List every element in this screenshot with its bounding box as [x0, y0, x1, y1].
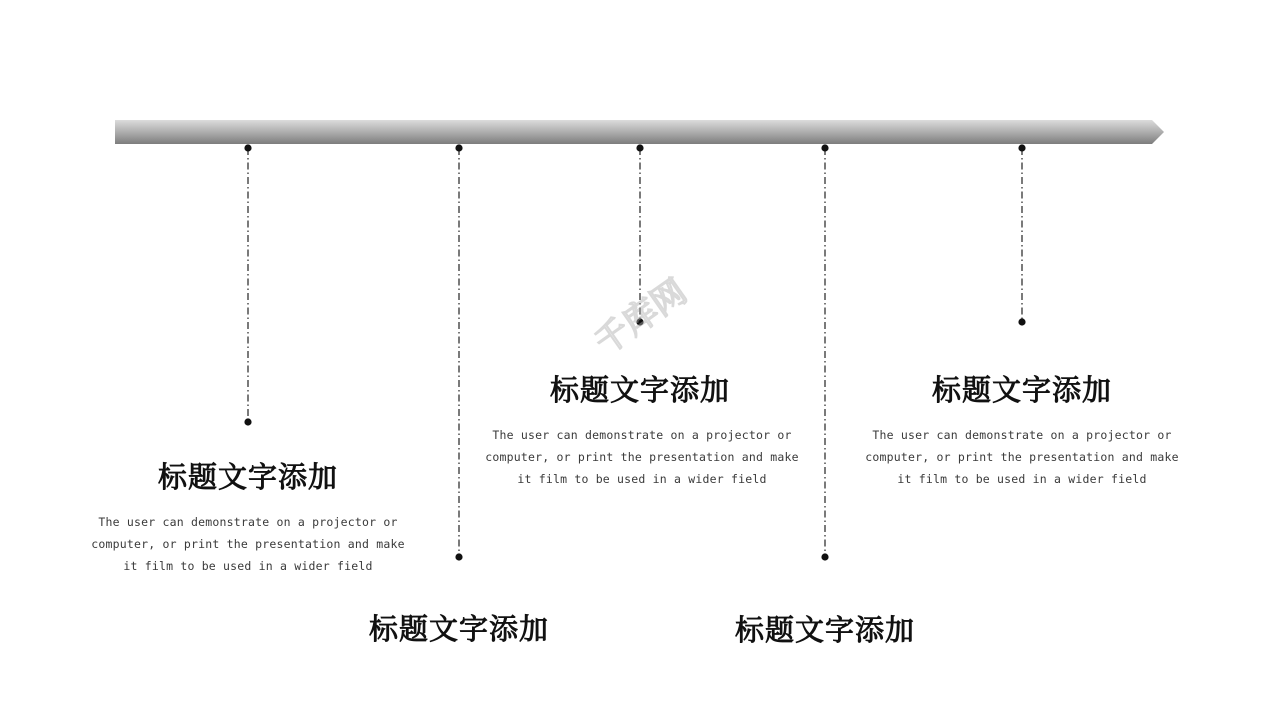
item-5-title: 标题文字添加 [931, 373, 1113, 407]
item-1-title: 标题文字添加 [157, 460, 339, 494]
item-1-description: The user can demonstrate on a projector or computer, or print the presentation and make it film to be used in a wider field [91, 515, 405, 573]
item-3-title: 标题文字添加 [549, 373, 731, 407]
item-2-title: 标题文字添加 [368, 612, 550, 646]
item-3-description: The user can demonstrate on a projector or computer, or print the presentation and make it film to be used in a wider field [485, 428, 799, 486]
item-4-title: 标题文字添加 [734, 613, 916, 647]
watermark: 千库网 [587, 271, 695, 364]
item-5-description: The user can demonstrate on a projector or computer, or print the presentation and make it film to be used in a wider field [865, 428, 1179, 486]
